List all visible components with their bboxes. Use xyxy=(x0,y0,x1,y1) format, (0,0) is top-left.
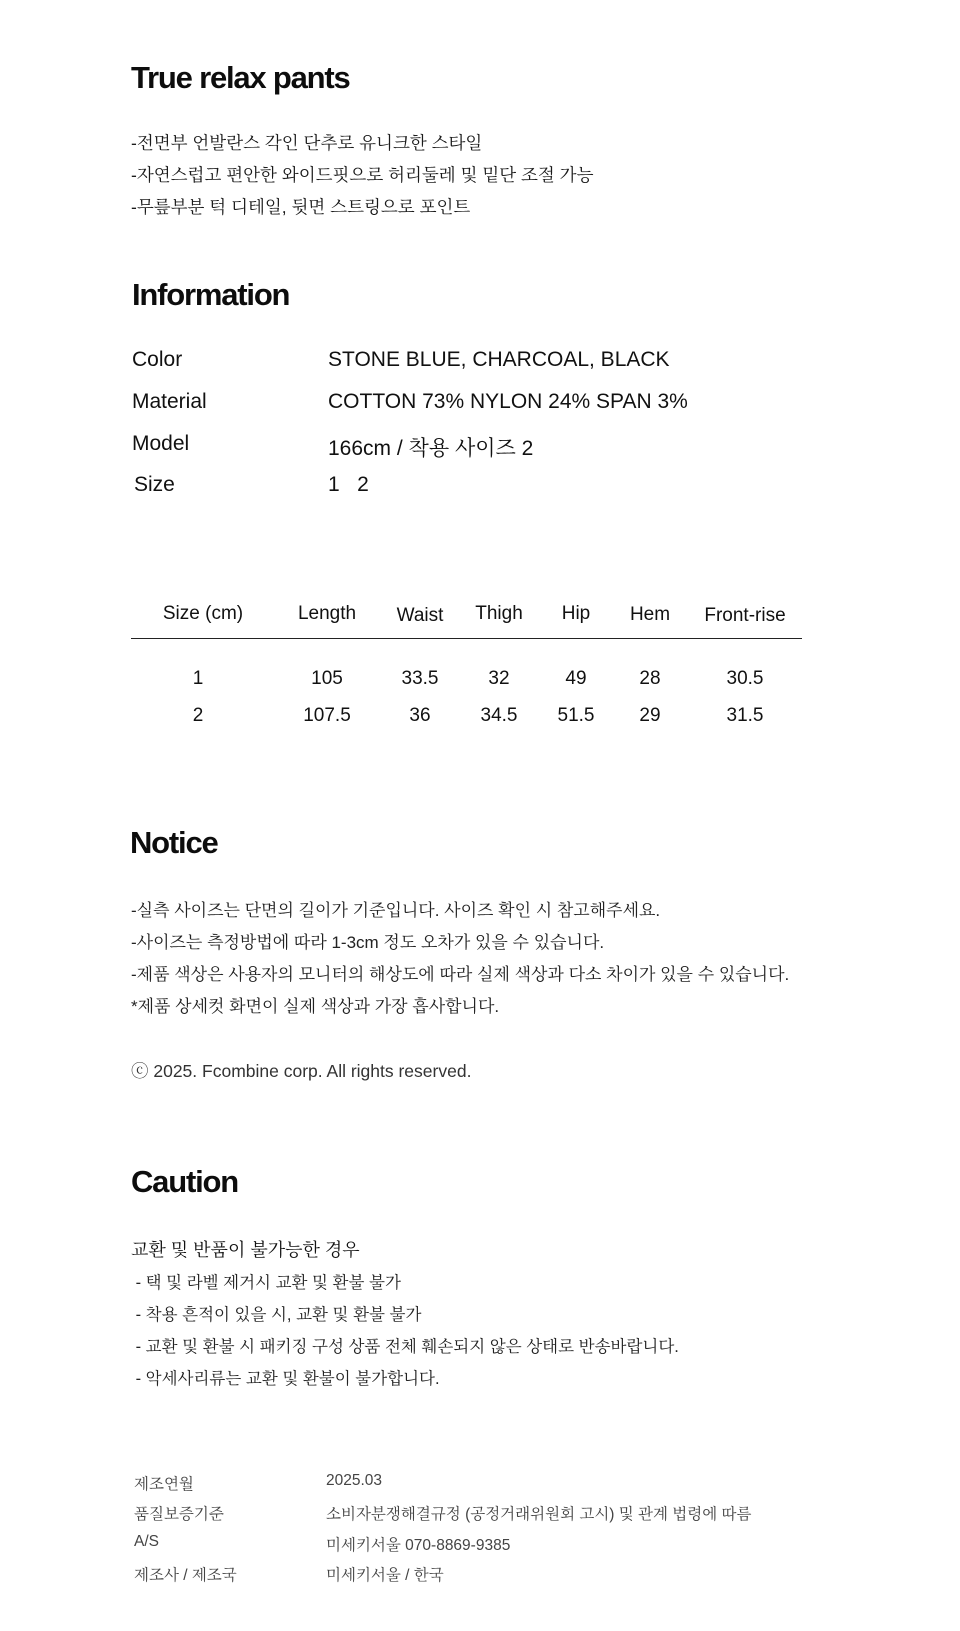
table-cell: 30.5 xyxy=(726,668,764,689)
caution-line: - 착용 흔적이 있을 시, 교환 및 환불 불가 xyxy=(131,1306,422,1324)
feature-line: -전면부 언발란스 각인 단추로 유니크한 스타일 xyxy=(131,133,483,153)
table-cell: 2 xyxy=(192,705,204,726)
info-label-model: Model xyxy=(132,432,190,455)
table-header: Hem xyxy=(629,604,671,625)
info-value-color: STONE BLUE, CHARCOAL, BLACK xyxy=(328,348,670,371)
info-label-color: Color xyxy=(132,348,183,371)
footer-value: 미세키서울 / 한국 xyxy=(326,1567,444,1584)
notice-line: -실측 사이즈는 단면의 길이가 기준입니다. 사이즈 확인 시 참고해주세요. xyxy=(131,901,661,920)
information-heading: Information xyxy=(132,277,290,312)
table-header: Size (cm) xyxy=(162,603,244,624)
table-cell: 29 xyxy=(639,705,661,726)
footer-label: 제조연월 xyxy=(134,1476,194,1493)
table-header: Waist xyxy=(396,605,444,626)
caution-line: - 교환 및 환불 시 패키징 구성 상품 전체 훼손되지 않은 상태로 반송바랍니다. xyxy=(131,1338,679,1356)
notice-line: -제품 색상은 사용자의 모니터의 해상도에 따라 실제 색상과 다소 차이가 있을 수 있습니다. xyxy=(131,965,790,984)
info-value-material: COTTON 73% NYLON 24% SPAN 3% xyxy=(328,390,688,413)
table-cell: 31.5 xyxy=(726,705,764,726)
table-cell: 105 xyxy=(311,668,343,689)
footer-label: 제조사 / 제조국 xyxy=(134,1567,237,1584)
table-cell: 51.5 xyxy=(557,705,595,726)
info-label-size: Size xyxy=(134,473,175,496)
copyright-text: ⓒ 2025. Fcombine corp. All rights reserved. xyxy=(131,1061,472,1081)
info-value-size: 1 2 xyxy=(328,473,369,496)
info-value-model: 166cm / 착용 사이즈 2 xyxy=(328,437,534,460)
table-cell: 36 xyxy=(409,705,431,726)
caution-line: - 택 및 라벨 제거시 교환 및 환불 불가 xyxy=(131,1274,401,1292)
table-cell: 32 xyxy=(488,668,510,689)
table-cell: 1 xyxy=(192,668,204,689)
table-cell: 28 xyxy=(639,668,661,689)
table-cell: 34.5 xyxy=(480,705,518,726)
table-cell: 33.5 xyxy=(401,668,439,689)
notice-heading: Notice xyxy=(130,825,218,860)
feature-line: -무릎부분 턱 디테일, 뒷면 스트링으로 포인트 xyxy=(131,197,471,217)
product-title: True relax pants xyxy=(131,60,350,95)
footer-value: 미세키서울 070-8869-9385 xyxy=(326,1537,511,1554)
table-header: Length xyxy=(297,603,357,624)
table-header: Thigh xyxy=(475,603,523,624)
notice-line: *제품 상세컷 화면이 실제 색상과 가장 흡사합니다. xyxy=(131,997,500,1016)
caution-heading: Caution xyxy=(131,1164,238,1199)
table-cell: 107.5 xyxy=(303,705,351,726)
footer-value: 소비자분쟁해결규정 (공정거래위원회 고시) 및 관계 법령에 따름 xyxy=(326,1506,752,1523)
caution-line: - 악세사리류는 교환 및 환불이 불가합니다. xyxy=(131,1370,440,1388)
feature-line: -자연스럽고 편안한 와이드핏으로 허리둘레 및 밑단 조절 가능 xyxy=(131,165,594,185)
footer-label: 품질보증기준 xyxy=(134,1506,224,1523)
notice-line: -사이즈는 측정방법에 따라 1-3cm 정도 오차가 있을 수 있습니다. xyxy=(131,933,605,952)
table-cell: 49 xyxy=(565,668,587,689)
table-divider xyxy=(131,638,802,639)
table-header: Front-rise xyxy=(704,605,786,626)
info-label-material: Material xyxy=(132,390,207,413)
table-header: Hip xyxy=(561,603,591,624)
caution-subheading: 교환 및 반품이 불가능한 경우 xyxy=(131,1240,360,1260)
footer-value: 2025.03 xyxy=(326,1472,383,1489)
footer-label: A/S xyxy=(134,1533,159,1550)
